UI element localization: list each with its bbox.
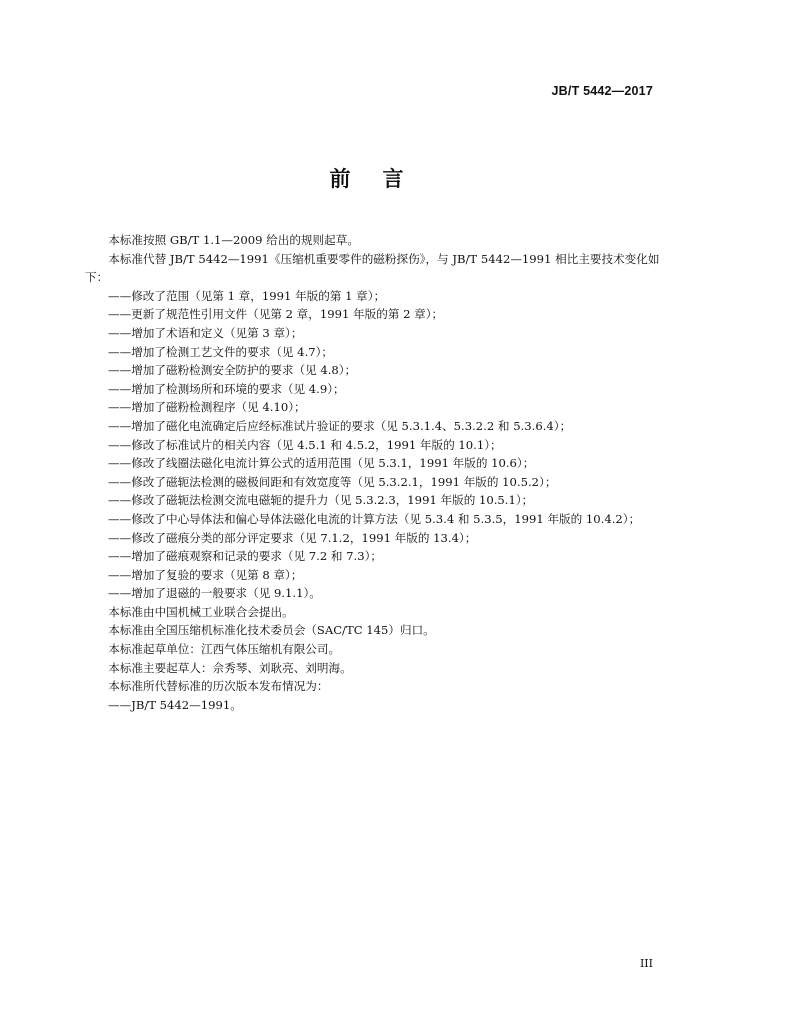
technical-changes-list [85,287,669,603]
list-item: ——增加了磁痕观察和记录的要求（见 7.2 和 7.3）； [108,549,383,564]
list-item: ——修改了磁痕分类的部分评定要求（见 7.1.2，1991 年版的 13.4）； [108,530,477,545]
list-item: ——增加了检测场所和环境的要求（见 4.9）； [108,381,345,396]
page-number: III [639,957,653,970]
list-item: ——增加了复验的要求（见第 8 章）； [108,567,303,582]
list-item: ——增加了磁化电流确定后应经标准试片验证的要求（见 5.3.1.4、5.3.2.2 和 5.3.6.4）； [108,418,572,433]
list-item: ——更新了规范性引用文件（见第 2 章，1991 年版的第 2 章）； [108,307,444,322]
list-item: ——修改了磁轭法检测的磁极间距和有效宽度等（见 5.3.2.1，1991 年版的 10.5.2）； [108,474,557,489]
standard-number: JB/T 5442—2017 [551,84,653,98]
list-item: ——修改了标准试片的相关内容（见 4.5.1 和 4.5.2，1991 年版的 10.1）； [108,437,502,452]
list-item: ——修改了范围（见第 1 章，1991 年版的第 1 章）； [108,288,386,303]
closing-paragraph: 本标准由全国压缩机标准化技术委员会（SAC/TC 145）归口。 [108,623,435,638]
version-history-list [85,696,669,715]
closing-paragraph: 本标准起草单位：江西气体压缩机有限公司。 [108,642,341,657]
list-item: ——增加了磁粉检测安全防护的要求（见 4.8）； [108,363,357,378]
intro-paragraph: 本标准代替 JB/T 5442—1991《压缩机重要零件的磁粉探伤》，与 JB/T 5442—1991 相比主要技术变化如下： [85,251,660,285]
list-item: ——修改了线圈法磁化电流计算公式的适用范围（见 5.3.1，1991 年版的 10.6）； [108,456,535,471]
closing-paragraph: 本标准所代替标准的历次版本发布情况为： [108,679,329,694]
closing-paragraph: 本标准主要起草人：佘秀琴、刘耿亮、刘明海。 [108,660,352,675]
list-item: ——增加了术语和定义（见第 3 章）； [108,325,303,340]
foreword-body [85,231,669,714]
list-item: ——修改了中心导体法和偏心导体法磁化电流的计算方法（见 5.3.4 和 5.3.5，1991 年版的 10.4.2）； [108,511,641,526]
list-item: ——增加了检测工艺文件的要求（见 4.7）； [108,344,334,359]
page-title: 前言 [329,167,436,191]
list-item: ——修改了磁轭法检测交流电磁轭的提升力（见 5.3.2.3，1991 年版的 10.5.1）； [108,493,534,508]
list-item: ——JB/T 5442—1991。 [108,697,242,712]
intro-paragraph: 本标准按照 GB/T 1.1—2009 给出的规则起草。 [108,233,359,247]
list-item: ——增加了退磁的一般要求（见 9.1.1）。 [108,586,321,601]
closing-paragraph: 本标准由中国机械工业联合会提出。 [108,604,294,619]
list-item: ——增加了磁粉检测程序（见 4.10）； [108,400,306,415]
